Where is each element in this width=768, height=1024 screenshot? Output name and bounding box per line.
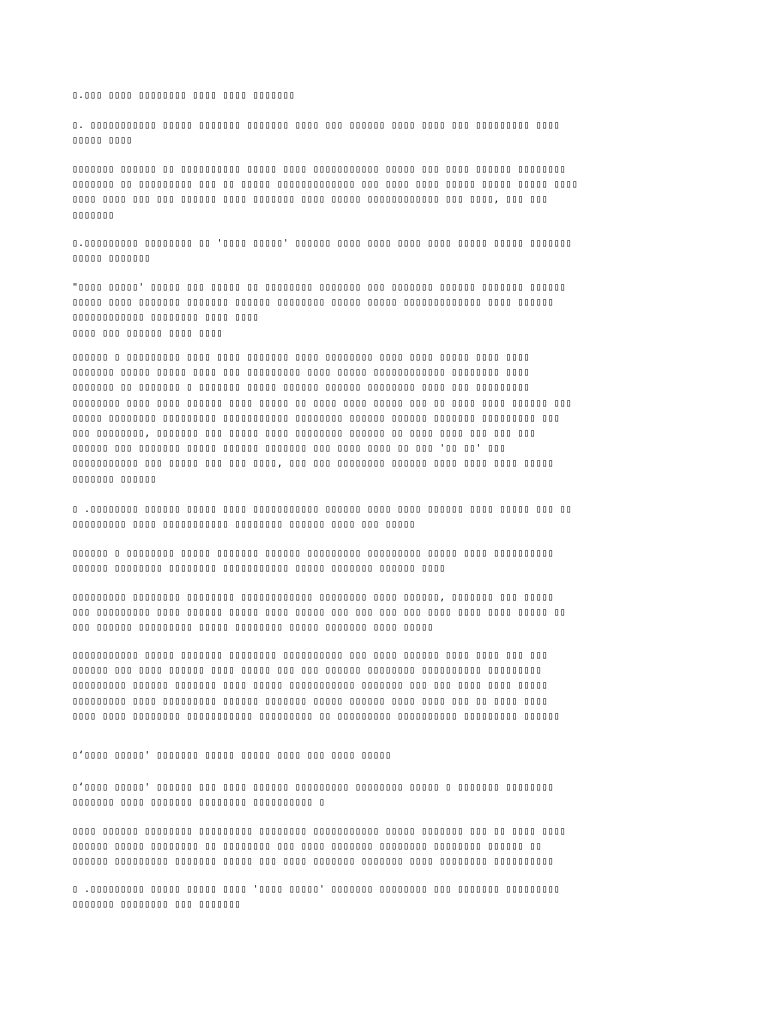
body-paragraph: ▯▯▯▯▯▯ ▯ ▯▯▯▯▯▯▯▯▯ ▯▯▯▯ ▯▯▯▯ ▯▯▯▯▯▯▯ ▯▯▯▯ ▯▯▯▯▯▯▯▯ ▯▯▯▯ ▯▯▯▯ ▯▯▯▯▯ ▯▯▯▯ ▯▯▯▯ ▯▯▯▯▯▯▯ ▯▯▯▯▯ ▯▯▯▯▯ ▯▯▯▯ ▯▯▯ ▯▯▯▯▯▯▯▯▯ ▯▯▯▯ ▯▯▯▯▯ ▯▯▯▯▯▯▯▯▯▯▯▯ ▯▯▯▯▯▯▯▯ ▯▯▯▯ ▯▯▯▯▯▯▯ ▯▯ ▯▯▯▯▯▯▯ ▯ ▯▯▯▯▯▯▯ ▯▯▯▯▯ ▯▯▯▯▯▯ ▯▯▯▯▯▯ ▯▯▯▯▯▯▯▯ ▯▯▯▯ ▯▯▯ ▯▯▯▯▯▯▯▯▯ ▯▯▯▯▯▯▯▯ ▯▯▯▯ ▯▯▯▯ ▯▯▯▯▯▯ ▯▯▯▯ ▯▯▯▯▯ ▯▯ ▯▯▯▯ ▯▯▯▯ ▯▯▯▯▯ ▯▯▯ ▯▯ ▯▯▯▯ ▯▯▯▯ ▯▯▯▯▯▯ ▯▯▯ ▯▯▯▯▯ ▯▯▯▯▯▯▯▯ ▯▯▯▯▯▯▯▯▯ ▯▯▯▯▯▯▯▯▯▯▯ ▯▯▯▯▯▯▯▯ ▯▯▯▯▯▯ ▯▯▯▯▯▯ ▯▯▯▯▯▯▯ ▯▯▯▯▯▯▯▯▯ ▯▯▯ ▯▯▯ ▯▯▯▯▯▯▯▯, ▯▯▯▯▯▯▯ ▯▯▯ ▯▯▯▯▯ ▯▯▯▯ ▯▯▯▯▯▯▯▯ ▯▯▯▯▯▯ ▯▯ ▯▯▯▯ ▯▯▯▯ ▯▯▯ ▯▯▯ ▯▯▯ ▯▯▯▯▯▯ ▯▯▯ ▯▯▯▯▯▯▯ ▯▯▯▯▯ ▯▯▯▯▯▯ ▯▯▯▯▯▯▯ ▯▯▯ ▯▯▯▯ ▯▯▯▯ ▯▯ ▯▯▯ '▯▯ ▯▯' ▯▯▯ ▯▯▯▯▯▯▯▯▯▯▯ ▯▯▯ ▯▯▯▯▯ ▯▯▯ ▯▯▯ ▯▯▯▯, ▯▯▯ ▯▯▯ ▯▯▯▯▯▯▯▯ ▯▯▯▯▯▯ ▯▯▯▯ ▯▯▯▯ ▯▯▯▯ ▯▯▯▯▯ ▯▯▯▯▯▯▯ ▯▯▯▯▯▯	[72, 352, 572, 485]
body-paragraph: ▯▯▯▯ ▯▯▯▯▯▯ ▯▯▯▯▯▯▯▯ ▯▯▯▯▯▯▯▯▯ ▯▯▯▯▯▯▯▯ ▯▯▯▯▯▯▯▯▯▯▯ ▯▯▯▯▯ ▯▯▯▯▯▯▯ ▯▯▯ ▯▯ ▯▯▯▯ ▯▯▯▯ ▯▯▯▯▯▯ ▯▯▯▯▯ ▯▯▯▯▯▯▯▯ ▯▯ ▯▯▯▯▯▯▯▯ ▯▯▯ ▯▯▯▯ ▯▯▯▯▯▯▯ ▯▯▯▯▯▯▯▯ ▯▯▯▯▯▯▯▯ ▯▯▯▯▯▯ ▯▯ ▯▯▯▯▯▯ ▯▯▯▯▯▯▯▯▯ ▯▯▯▯▯▯▯ ▯▯▯▯▯ ▯▯▯ ▯▯▯▯ ▯▯▯▯▯▯▯ ▯▯▯▯▯▯▯ ▯▯▯▯ ▯▯▯▯▯▯▯▯ ▯▯▯▯▯▯▯▯▯▯	[72, 826, 566, 868]
body-paragraph: ▯‘▯▯▯▯ ▯▯▯▯▯' ▯▯▯▯▯▯ ▯▯▯ ▯▯▯▯ ▯▯▯▯▯▯ ▯▯▯▯▯▯▯▯▯ ▯▯▯▯▯▯▯▯ ▯▯▯▯▯ ▯ ▯▯▯▯▯▯▯ ▯▯▯▯▯▯▯▯ ▯▯▯▯▯▯▯ ▯▯▯▯ ▯▯▯▯▯▯▯ ▯▯▯▯▯▯▯▯ ▯▯▯▯▯▯▯▯▯▯ ▯	[72, 782, 554, 809]
numbered-heading: ▯ .▯▯▯▯▯▯▯▯▯ ▯▯▯▯▯ ▯▯▯▯▯ ▯▯▯▯ '▯▯▯▯ ▯▯▯▯▯' ▯▯▯▯▯▯▯ ▯▯▯▯▯▯▯▯ ▯▯▯ ▯▯▯▯▯▯▯ ▯▯▯▯▯▯▯▯▯ ▯▯▯▯▯▯▯ ▯▯▯▯▯▯▯▯ ▯▯▯ ▯▯▯▯▯▯▯	[72, 884, 560, 911]
numbered-heading: ▯. ▯▯▯▯▯▯▯▯▯▯▯ ▯▯▯▯▯ ▯▯▯▯▯▯▯ ▯▯▯▯▯▯▯ ▯▯▯▯ ▯▯▯ ▯▯▯▯▯▯ ▯▯▯▯ ▯▯▯▯ ▯▯▯ ▯▯▯▯▯▯▯▯▯ ▯▯▯▯ ▯▯▯▯▯ ▯▯▯▯	[72, 120, 560, 147]
quoted-paragraph: "▯▯▯▯ ▯▯▯▯▯' ▯▯▯▯▯ ▯▯▯ ▯▯▯▯▯ ▯▯ ▯▯▯▯▯▯▯▯ ▯▯▯▯▯▯▯ ▯▯▯ ▯▯▯▯▯▯▯ ▯▯▯▯▯▯ ▯▯▯▯▯▯▯ ▯▯▯▯▯▯ ▯▯▯▯▯ ▯▯▯▯ ▯▯▯▯▯▯▯ ▯▯▯▯▯▯▯ ▯▯▯▯▯▯ ▯▯▯▯▯▯▯▯ ▯▯▯▯▯ ▯▯▯▯▯ ▯▯▯▯▯▯▯▯▯▯▯▯▯ ▯▯▯▯ ▯▯▯▯▯▯ ▯▯▯▯▯▯▯▯▯▯▯▯ ▯▯▯▯▯▯▯▯ ▯▯▯▯ ▯▯▯▯ ▯▯▯▯ ▯▯▯ ▯▯▯▯▯▯ ▯▯▯▯ ▯▯▯▯	[72, 282, 566, 339]
body-paragraph: ▯▯▯▯▯▯▯ ▯▯▯▯▯▯ ▯▯ ▯▯▯▯▯▯▯▯▯▯ ▯▯▯▯▯ ▯▯▯▯ ▯▯▯▯▯▯▯▯▯▯▯ ▯▯▯▯▯ ▯▯▯ ▯▯▯▯ ▯▯▯▯▯▯ ▯▯▯▯▯▯▯▯ ▯▯▯▯▯▯▯ ▯▯ ▯▯▯▯▯▯▯▯▯ ▯▯▯ ▯▯ ▯▯▯▯▯ ▯▯▯▯▯▯▯▯▯▯▯▯▯ ▯▯▯ ▯▯▯▯ ▯▯▯▯ ▯▯▯▯▯ ▯▯▯▯▯ ▯▯▯▯▯ ▯▯▯▯ ▯▯▯▯ ▯▯▯▯ ▯▯▯ ▯▯▯ ▯▯▯▯▯▯ ▯▯▯▯ ▯▯▯▯▯▯▯ ▯▯▯▯ ▯▯▯▯▯ ▯▯▯▯▯▯▯▯▯▯▯▯ ▯▯▯ ▯▯▯▯, ▯▯▯ ▯▯▯ ▯▯▯▯▯▯▯	[72, 164, 578, 221]
body-paragraph: ▯▯▯▯▯▯▯▯▯ ▯▯▯▯▯▯▯▯ ▯▯▯▯▯▯▯▯ ▯▯▯▯▯▯▯▯▯▯▯▯ ▯▯▯▯▯▯▯▯ ▯▯▯▯ ▯▯▯▯▯▯, ▯▯▯▯▯▯▯ ▯▯▯ ▯▯▯▯▯ ▯▯▯ ▯▯▯▯▯▯▯▯▯ ▯▯▯▯ ▯▯▯▯▯▯ ▯▯▯▯▯ ▯▯▯▯ ▯▯▯▯▯ ▯▯▯ ▯▯▯ ▯▯▯ ▯▯▯ ▯▯▯▯ ▯▯▯▯ ▯▯▯▯ ▯▯▯▯▯ ▯▯ ▯▯▯ ▯▯▯▯▯▯ ▯▯▯▯▯▯▯▯▯ ▯▯▯▯▯ ▯▯▯▯▯▯▯▯ ▯▯▯▯▯ ▯▯▯▯▯▯▯ ▯▯▯▯ ▯▯▯▯▯	[72, 592, 566, 634]
subsection-heading: ▯‘▯▯▯▯ ▯▯▯▯▯' ▯▯▯▯▯▯▯ ▯▯▯▯▯ ▯▯▯▯▯ ▯▯▯▯ ▯▯▯ ▯▯▯▯ ▯▯▯▯▯	[72, 750, 392, 761]
body-paragraph: ▯▯▯▯▯▯▯▯▯▯▯ ▯▯▯▯▯ ▯▯▯▯▯▯▯ ▯▯▯▯▯▯▯▯ ▯▯▯▯▯▯▯▯▯▯ ▯▯▯ ▯▯▯▯ ▯▯▯▯▯▯ ▯▯▯▯ ▯▯▯▯ ▯▯▯ ▯▯▯ ▯▯▯▯▯▯ ▯▯▯ ▯▯▯▯ ▯▯▯▯▯▯ ▯▯▯▯ ▯▯▯▯▯ ▯▯▯ ▯▯▯ ▯▯▯▯▯▯ ▯▯▯▯▯▯▯▯ ▯▯▯▯▯▯▯▯▯▯ ▯▯▯▯▯▯▯▯▯ ▯▯▯▯▯▯▯▯▯ ▯▯▯▯▯▯ ▯▯▯▯▯▯▯ ▯▯▯▯ ▯▯▯▯▯ ▯▯▯▯▯▯▯▯▯▯▯ ▯▯▯▯▯▯▯ ▯▯▯ ▯▯▯ ▯▯▯▯ ▯▯▯▯ ▯▯▯▯▯ ▯▯▯▯▯▯▯▯▯ ▯▯▯▯ ▯▯▯▯▯▯▯▯▯ ▯▯▯▯▯▯ ▯▯▯▯▯▯▯ ▯▯▯▯▯ ▯▯▯▯▯▯ ▯▯▯▯ ▯▯▯▯ ▯▯▯ ▯▯ ▯▯▯▯ ▯▯▯▯ ▯▯▯▯ ▯▯▯▯ ▯▯▯▯▯▯▯▯ ▯▯▯▯▯▯▯▯▯▯▯ ▯▯▯▯▯▯▯▯▯ ▯▯ ▯▯▯▯▯▯▯▯▯ ▯▯▯▯▯▯▯▯▯▯ ▯▯▯▯▯▯▯▯▯ ▯▯▯▯▯▯	[72, 650, 560, 722]
numbered-heading: ▯.▯▯▯▯▯▯▯▯▯ ▯▯▯▯▯▯▯▯ ▯▯ '▯▯▯▯ ▯▯▯▯▯' ▯▯▯▯▯▯ ▯▯▯▯ ▯▯▯▯ ▯▯▯▯ ▯▯▯▯ ▯▯▯▯▯ ▯▯▯▯▯ ▯▯▯▯▯▯▯ ▯▯▯▯▯ ▯▯▯▯▯▯▯	[72, 238, 572, 265]
section-heading: ▯.▯▯▯ ▯▯▯▯ ▯▯▯▯▯▯▯▯ ▯▯▯▯ ▯▯▯▯ ▯▯▯▯▯▯▯	[72, 90, 295, 101]
body-paragraph: ▯▯▯▯▯▯ ▯ ▯▯▯▯▯▯▯▯ ▯▯▯▯▯ ▯▯▯▯▯▯▯ ▯▯▯▯▯▯ ▯▯▯▯▯▯▯▯▯ ▯▯▯▯▯▯▯▯▯ ▯▯▯▯▯ ▯▯▯▯ ▯▯▯▯▯▯▯▯▯▯ ▯▯▯▯▯▯ ▯▯▯▯▯▯▯▯ ▯▯▯▯▯▯▯▯ ▯▯▯▯▯▯▯▯▯▯▯ ▯▯▯▯▯ ▯▯▯▯▯▯▯ ▯▯▯▯▯▯ ▯▯▯▯	[72, 548, 554, 575]
numbered-heading: ▯ .▯▯▯▯▯▯▯▯ ▯▯▯▯▯▯ ▯▯▯▯▯ ▯▯▯▯ ▯▯▯▯▯▯▯▯▯▯▯ ▯▯▯▯▯▯ ▯▯▯▯ ▯▯▯▯ ▯▯▯▯▯▯ ▯▯▯▯ ▯▯▯▯▯ ▯▯▯ ▯▯ ▯▯▯▯▯▯▯▯▯ ▯▯▯▯ ▯▯▯▯▯▯▯▯▯▯▯ ▯▯▯▯▯▯▯▯ ▯▯▯▯▯▯ ▯▯▯▯ ▯▯▯ ▯▯▯▯▯	[72, 504, 572, 531]
